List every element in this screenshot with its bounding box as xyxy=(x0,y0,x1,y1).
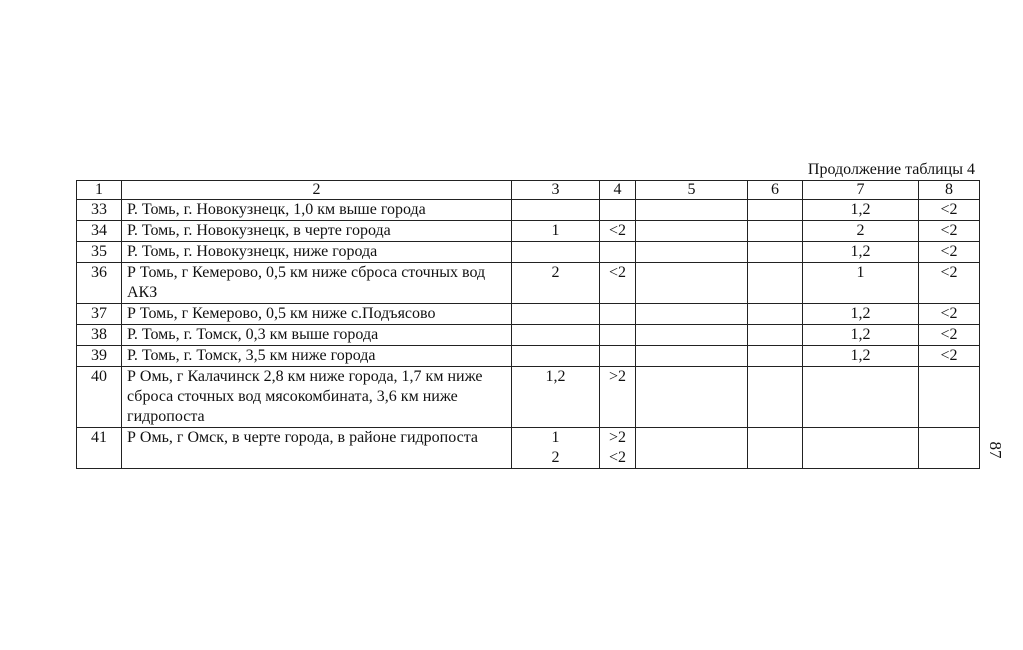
cell-col7: 1,2 xyxy=(803,325,919,346)
cell-col4 xyxy=(600,346,636,367)
cell-col6 xyxy=(748,242,803,263)
cell-col5 xyxy=(636,263,748,304)
location-description: Р. Томь, г. Новокузнецк, 1,0 км выше города xyxy=(122,200,512,221)
cell-col7 xyxy=(803,367,919,428)
table-row xyxy=(77,263,980,304)
cell-col7: 1,2 xyxy=(803,304,919,325)
cell-col7: 1,2 xyxy=(803,200,919,221)
cell-col4 xyxy=(600,200,636,221)
row-number: 33 xyxy=(77,200,122,221)
cell-col5 xyxy=(636,200,748,221)
cell-col5 xyxy=(636,346,748,367)
cell-col7 xyxy=(803,428,919,469)
cell-col3: 1 xyxy=(512,221,600,242)
cell-col3 xyxy=(512,346,600,367)
location-description: Р Омь, г Калачинск 2,8 км ниже города, 1,7 км ниже сброса сточных вод мясокомбината, 3,6 км ниже гидропоста xyxy=(122,367,512,428)
location-description: Р. Томь, г. Новокузнецк, ниже города xyxy=(122,242,512,263)
cell-col3 xyxy=(512,242,600,263)
cell-col6 xyxy=(748,263,803,304)
row-number: 38 xyxy=(77,325,122,346)
row-number: 39 xyxy=(77,346,122,367)
cell-col3 xyxy=(512,304,600,325)
column-header: 7 xyxy=(803,181,919,200)
cell-col8: <2 xyxy=(919,200,980,221)
cell-col4: <2 xyxy=(600,221,636,242)
cell-col5 xyxy=(636,367,748,428)
cell-col8: <2 xyxy=(919,221,980,242)
cell-col3: 2 xyxy=(512,263,600,304)
page-number: 87 xyxy=(986,441,1005,459)
column-header: 8 xyxy=(919,181,980,200)
row-number: 41 xyxy=(77,428,122,469)
cell-col6 xyxy=(748,200,803,221)
row-number: 35 xyxy=(77,242,122,263)
row-number: 37 xyxy=(77,304,122,325)
cell-col8: <2 xyxy=(919,325,980,346)
cell-col3 xyxy=(512,200,600,221)
table-row xyxy=(77,200,980,221)
location-description: Р Омь, г Омск, в черте города, в районе гидропоста xyxy=(122,428,512,469)
location-description: Р Томь, г Кемерово, 0,5 км ниже сброса сточных вод АКЗ xyxy=(122,263,512,304)
cell-col8 xyxy=(919,367,980,428)
table-row xyxy=(77,242,980,263)
table-header-row xyxy=(77,181,980,200)
cell-col6 xyxy=(748,325,803,346)
table-row xyxy=(77,221,980,242)
cell-col6 xyxy=(748,367,803,428)
cell-col5 xyxy=(636,428,748,469)
cell-col7: 1,2 xyxy=(803,346,919,367)
table-row xyxy=(77,304,980,325)
cell-col8: <2 xyxy=(919,304,980,325)
cell-col3: 1,2 xyxy=(512,367,600,428)
cell-col4 xyxy=(600,325,636,346)
cell-col4: <2 xyxy=(600,263,636,304)
cell-col3 xyxy=(512,325,600,346)
cell-col6 xyxy=(748,346,803,367)
location-description: Р. Томь, г. Новокузнецк, в черте города xyxy=(122,221,512,242)
cell-col5 xyxy=(636,242,748,263)
cell-col5 xyxy=(636,304,748,325)
column-header: 3 xyxy=(512,181,600,200)
data-table xyxy=(76,180,980,469)
cell-col8: <2 xyxy=(919,346,980,367)
location-description: Р. Томь, г. Томск, 0,3 км выше города xyxy=(122,325,512,346)
cell-col6 xyxy=(748,428,803,469)
cell-col4 xyxy=(600,304,636,325)
cell-col7: 2 xyxy=(803,221,919,242)
column-header: 1 xyxy=(77,181,122,200)
column-header: 2 xyxy=(122,181,512,200)
cell-col6 xyxy=(748,221,803,242)
cell-col8 xyxy=(919,428,980,469)
row-number: 34 xyxy=(77,221,122,242)
cell-col5 xyxy=(636,221,748,242)
table-row xyxy=(77,325,980,346)
cell-col7: 1 xyxy=(803,263,919,304)
column-header: 5 xyxy=(636,181,748,200)
cell-col5 xyxy=(636,325,748,346)
cell-col4: >2 <2 xyxy=(600,428,636,469)
cell-col4: >2 xyxy=(600,367,636,428)
location-description: Р Томь, г Кемерово, 0,5 км ниже с.Подъясово xyxy=(122,304,512,325)
table-row xyxy=(77,346,980,367)
row-number: 36 xyxy=(77,263,122,304)
cell-col8: <2 xyxy=(919,242,980,263)
cell-col7: 1,2 xyxy=(803,242,919,263)
table-caption: Продолжение таблицы 4 xyxy=(807,161,975,178)
cell-col6 xyxy=(748,304,803,325)
cell-col8: <2 xyxy=(919,263,980,304)
row-number: 40 xyxy=(77,367,122,428)
table-row xyxy=(77,428,980,469)
column-header: 4 xyxy=(600,181,636,200)
table-row xyxy=(77,367,980,428)
cell-col4 xyxy=(600,242,636,263)
cell-col3: 1 2 xyxy=(512,428,600,469)
column-header: 6 xyxy=(748,181,803,200)
location-description: Р. Томь, г. Томск, 3,5 км ниже города xyxy=(122,346,512,367)
